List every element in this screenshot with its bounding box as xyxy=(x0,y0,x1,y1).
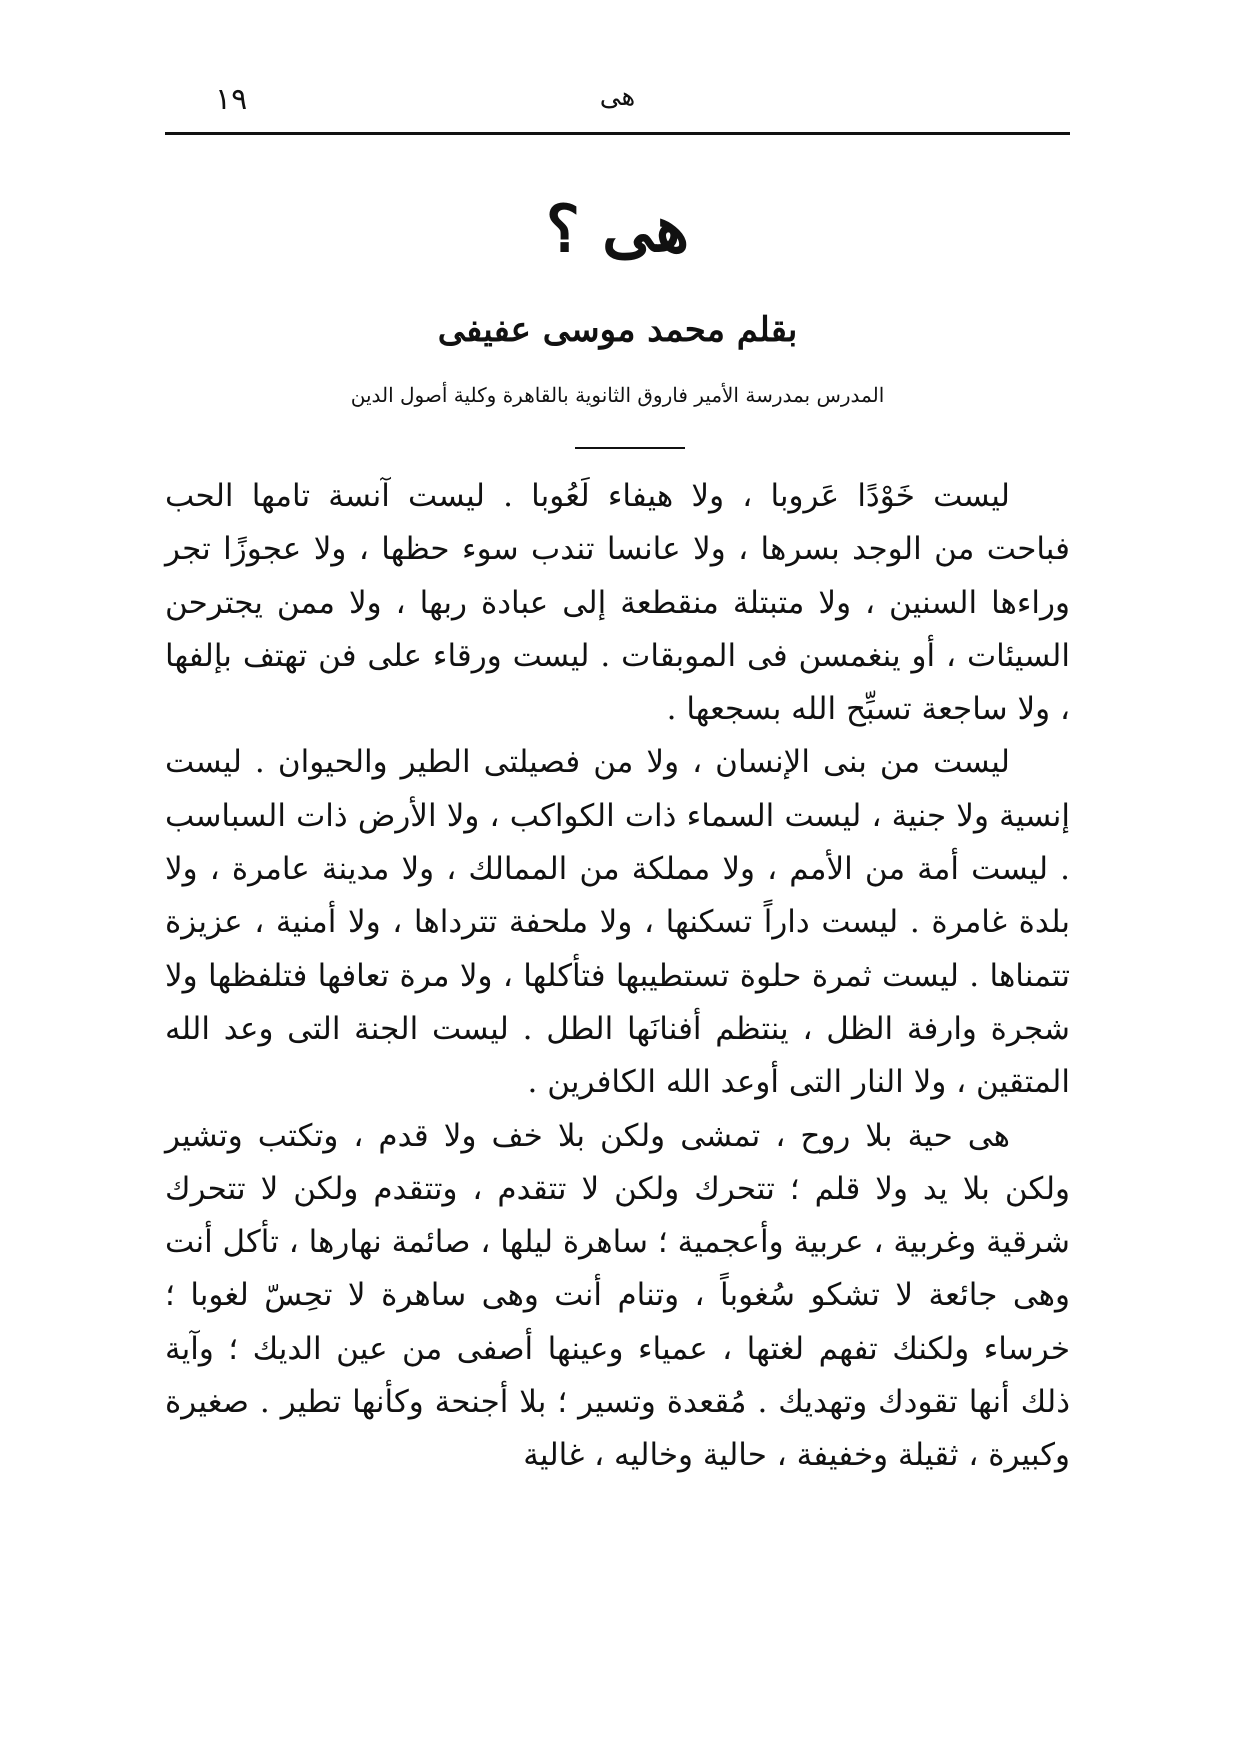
title-separator xyxy=(575,447,685,449)
paragraph-1: ليست خَوْدًا عَروبا ، ولا هيفاء لَعُوبا . ليست آنسة تامها الحب فباحت من الوجد بسرها ، ولا عانسا تندب سوء حظها ، ولا عجوزًا تجر وراءها السنين ، ولا متبتلة منقطعة إلى عبادة ربها ، ولا ممن يجترحن السيئات ، أو ينغمسن فى الموبقات . ليست ورقاء على فن تهتف بإلفها ، ولا ساجعة تسبِّح الله بسجعها . xyxy=(165,478,1070,728)
paragraph-2: ليست من بنى الإنسان ، ولا من فصيلتى الطير والحيوان . ليست إنسية ولا جنية ، ليست السماء ذات الكواكب ، ولا الأرض ذات السباسب . ليست أمة من الأمم ، ولا مملكة من الممالك ، ولا مدينة عامرة ، ولا بلدة غامرة . ليست داراً تسكنها ، ولا ملحفة تترداها ، ولا أمنية ، عزيزة تتمناها . ليست ثمرة حلوة تستطيبها فتأكلها ، ولا مرة تعافها فتلفظها ولا شجرة وارفة الظل ، ينتظم أفنانَها الطل . ليست الجنة التى وعد الله المتقين ، ولا النار التى أوعد الله الكافرين . xyxy=(165,744,1070,1101)
page-number: ١٩ xyxy=(215,82,248,117)
author-affiliation: المدرس بمدرسة الأمير فاروق الثانوية بالقاهرة وكلية أصول الدين xyxy=(350,383,885,407)
paragraph-3: هى حية بلا روح ، تمشى ولكن بلا خف ولا قدم ، وتكتب وتشير ولكن بلا يد ولا قلم ؛ تتحرك ولكن لا تتقدم ، وتتقدم ولكن لا تتحرك شرقية وغربية ، عربية وأعجمية ؛ ساهرة ليلها ، صائمة نهارها ، تأكل أنت وهى جائعة لا تشكو سُغوباً ، وتنام أنت وهى ساهرة لا تحِسّ لغوبا ؛ خرساء ولكنك تفهم لغتها ، عمياء وعينها أصفى من عين الديك ؛ وآية ذلك أنها تقودك وتهديك . مُقعدة وتسير ؛ بلا أجنحة وكأنها تطير . صغيرة وكبيرة ، ثقيلة وخفيفة ، حالية وخاليه ، غالية xyxy=(165,1117,1070,1474)
running-title: هى xyxy=(599,82,636,112)
article-title: هى ؟ xyxy=(545,192,690,267)
header-rule xyxy=(165,132,1070,135)
page-header xyxy=(165,82,1070,132)
article-body xyxy=(165,470,1070,1483)
article-byline: بقلم محمد موسى عفيفى xyxy=(437,310,798,350)
